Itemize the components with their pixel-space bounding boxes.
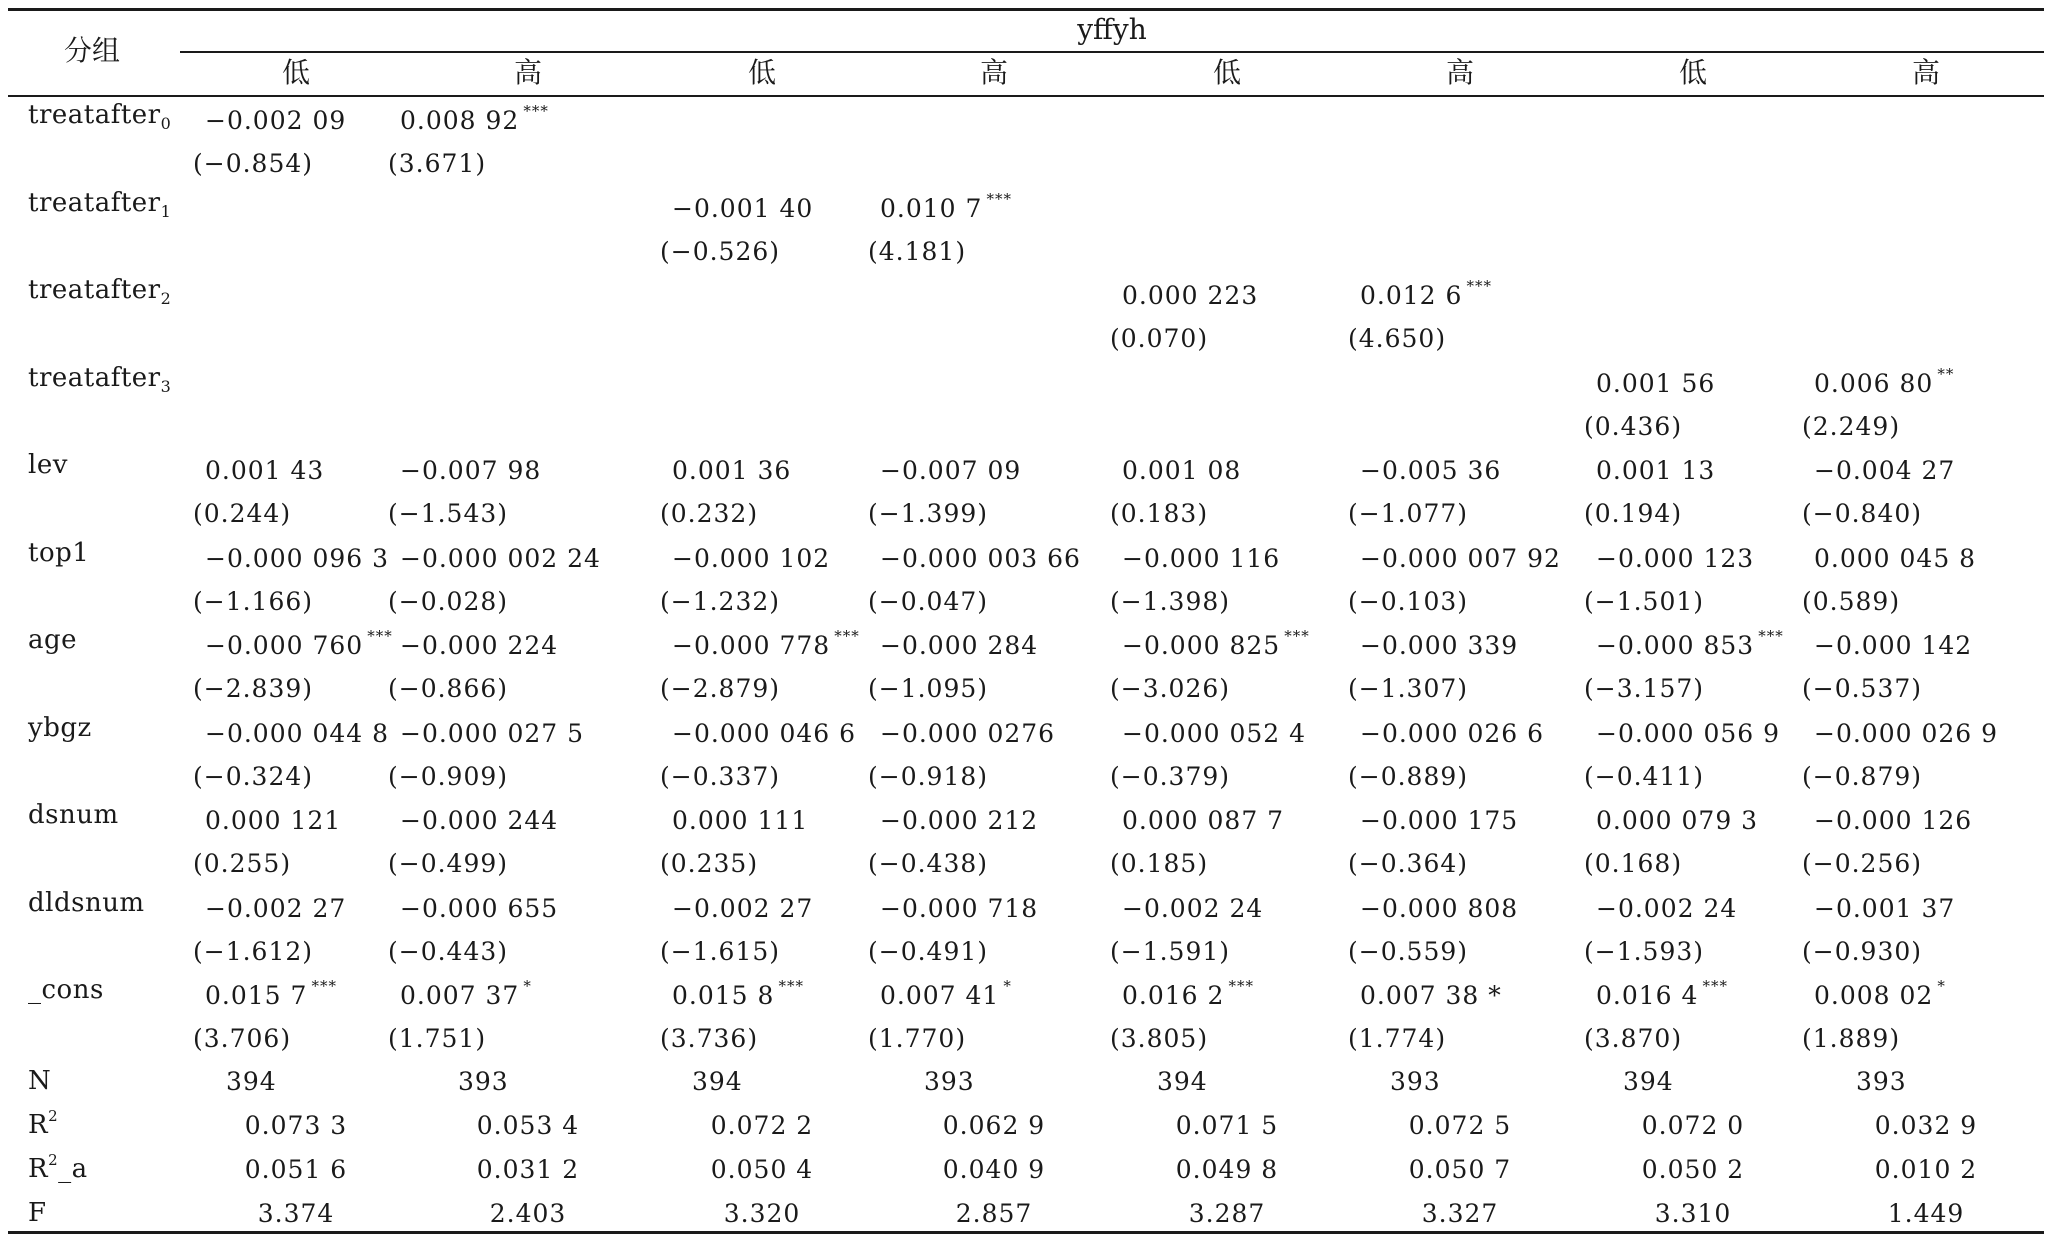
t-statistic: (3.671)	[388, 149, 487, 178]
coefficient-value: 0.007 37	[400, 981, 520, 1010]
significance-stars: ***	[834, 627, 860, 645]
coefficient-cell	[205, 627, 393, 660]
coefficient-cell	[672, 977, 804, 1010]
row-label-text: F	[28, 1198, 47, 1228]
coefficient-cell	[672, 543, 831, 573]
row-label	[28, 452, 68, 478]
coefficient-cell	[1596, 458, 1715, 483]
coefficient-value: 0.000 087 7	[1122, 806, 1285, 835]
coefficient-cell	[205, 718, 390, 748]
row-label-subscript: 2	[160, 289, 172, 308]
t-statistic: (−3.026)	[1110, 674, 1231, 703]
coefficient-cell	[1814, 718, 1999, 748]
coefficient-cell	[1360, 458, 1501, 483]
stat-value: 393	[1390, 1067, 1441, 1096]
coefficient-value: −0.000 116	[1122, 543, 1281, 573]
coefficient-cell	[880, 633, 1038, 658]
stat-value: 0.050 7	[1408, 1155, 1512, 1184]
row-label-subscript: 3	[160, 376, 172, 396]
coefficient-value: −0.001 37	[1814, 893, 1956, 923]
t-statistic: (−0.879)	[1802, 761, 1923, 791]
significance-stars: *	[1937, 977, 1946, 995]
coefficient-value: −0.000 027 5	[400, 718, 585, 748]
coefficient-value: −0.007 98	[400, 456, 542, 485]
row-label	[28, 627, 77, 653]
t-statistic: (−3.157)	[1584, 674, 1705, 703]
coefficient-value: −0.002 27	[672, 893, 814, 923]
t-statistic: (1.774)	[1348, 1024, 1447, 1053]
significance-stars: ***	[1702, 977, 1728, 995]
row-label-subscript: 0	[160, 114, 172, 133]
t-statistic: (−0.918)	[868, 761, 989, 791]
row-label-subscript: 1	[160, 201, 172, 221]
stat-value: 0.032 9	[1874, 1111, 1978, 1140]
coefficient-value: 0.007 41	[880, 981, 1000, 1010]
coefficient-value: 0.000 045 8	[1814, 543, 1977, 573]
t-statistic: (−0.103)	[1348, 586, 1469, 616]
row-label	[28, 1200, 47, 1226]
coefficient-cell	[400, 543, 601, 573]
t-statistic: (0.070)	[1110, 324, 1209, 353]
coefficient-cell	[1360, 808, 1518, 833]
coefficient-value: −0.000 026 6	[1360, 718, 1545, 748]
coefficient-cell	[1122, 718, 1307, 748]
coefficient-cell	[880, 977, 1012, 1010]
significance-stars: *	[523, 977, 532, 995]
row-label-text: _cons	[28, 975, 104, 1005]
row-label-text: R	[28, 1110, 49, 1140]
stat-value: 394	[226, 1067, 277, 1096]
coefficient-cell	[400, 808, 558, 833]
coefficient-value: −0.000 825	[1122, 631, 1281, 660]
stat-value: 0.053 4	[476, 1111, 580, 1140]
stat-value: 0.062 9	[942, 1111, 1046, 1140]
t-statistic: (0.589)	[1802, 586, 1901, 616]
coefficient-value: −0.000 046 6	[672, 718, 857, 748]
stat-value: 394	[692, 1067, 743, 1096]
coefficient-value: −0.002 09	[205, 106, 347, 135]
t-statistic: (2.249)	[1802, 411, 1901, 441]
row-label-text: R	[28, 1154, 49, 1184]
t-statistic: (−0.324)	[193, 761, 314, 791]
subgroup-header-high: 高	[1911, 56, 1941, 89]
stat-value: 393	[458, 1067, 509, 1096]
t-statistic: (−1.591)	[1110, 936, 1231, 966]
significance-stars: **	[1937, 364, 1955, 383]
stat-value: 0.031 2	[476, 1155, 580, 1184]
coefficient-cell	[672, 808, 808, 833]
top-rule	[8, 8, 2044, 11]
stat-value: 3.374	[257, 1199, 335, 1228]
coefficient-cell	[1360, 983, 1502, 1008]
coefficient-value: −0.000 123	[1596, 543, 1755, 573]
coefficient-value: −0.000 655	[400, 893, 559, 923]
row-label-text: top1	[28, 537, 90, 568]
coefficient-cell	[400, 977, 532, 1010]
row-label-text: treatafter	[28, 187, 161, 218]
coefficient-cell	[205, 808, 341, 833]
significance-stars: ***	[367, 627, 393, 645]
row-label-text: dsnum	[28, 800, 119, 830]
coefficient-value: −0.000 056 9	[1596, 718, 1781, 748]
row-label-text: treatafter	[28, 100, 161, 130]
t-statistic: (3.736)	[660, 1024, 759, 1053]
coefficient-cell	[672, 458, 791, 483]
t-statistic: (−0.028)	[388, 586, 509, 616]
stat-value: 393	[924, 1067, 975, 1096]
coefficient-value: 0.000 121	[205, 806, 342, 835]
stat-value: 3.287	[1188, 1199, 1266, 1228]
subgroup-header-low: 低	[1212, 56, 1242, 89]
coefficient-value: −0.000 808	[1360, 893, 1519, 923]
subgroup-header-low: 低	[281, 56, 311, 89]
t-statistic: (−0.854)	[193, 149, 314, 178]
row-label	[28, 977, 104, 1003]
t-statistic: (−1.232)	[660, 586, 781, 616]
stat-value: 0.050 4	[710, 1155, 814, 1184]
t-statistic: (−0.909)	[388, 761, 509, 791]
t-statistic: (−0.526)	[660, 236, 781, 266]
t-statistic: (−0.047)	[868, 586, 989, 616]
t-statistic: (−1.307)	[1348, 674, 1469, 703]
t-statistic: (3.805)	[1110, 1024, 1209, 1053]
coefficient-cell	[1814, 893, 1956, 923]
coefficient-value: −0.000 026 9	[1814, 718, 1999, 748]
coefficient-cell	[205, 977, 337, 1010]
t-statistic: (−1.612)	[193, 936, 314, 966]
significance-stars: ***	[1228, 977, 1254, 995]
row-label	[28, 537, 90, 568]
t-statistic: (−0.443)	[388, 936, 509, 966]
t-statistic: (−1.077)	[1348, 499, 1469, 528]
subgroup-header-high: 高	[1445, 56, 1475, 89]
stat-value: 1.449	[1887, 1199, 1965, 1228]
t-statistic: (−0.840)	[1802, 499, 1923, 528]
stat-value: 393	[1856, 1067, 1907, 1096]
stat-value: 0.051 6	[244, 1155, 348, 1184]
coefficient-cell	[672, 627, 860, 660]
significance-stars: *	[1003, 977, 1012, 995]
row-label	[28, 1107, 59, 1140]
coefficient-value: 0.000 079 3	[1596, 806, 1759, 835]
row-label	[28, 362, 172, 396]
coefficient-value: −0.000 044 8	[205, 718, 390, 748]
t-statistic: (−1.543)	[388, 499, 509, 528]
coefficient-cell	[1360, 893, 1519, 923]
coefficient-value: −0.000 212	[880, 806, 1039, 835]
t-statistic: (−0.438)	[868, 849, 989, 878]
coefficient-value: −0.000 003 66	[880, 543, 1081, 573]
coefficient-cell	[672, 718, 857, 748]
coefficient-cell	[1360, 277, 1492, 310]
coefficient-cell	[400, 633, 558, 658]
t-statistic: (0.194)	[1584, 499, 1683, 528]
t-statistic: (3.870)	[1584, 1024, 1683, 1053]
coefficient-value: −0.000 778	[672, 631, 831, 660]
coefficient-value: −0.007 09	[880, 456, 1022, 485]
significance-stars: ***	[523, 102, 549, 120]
coefficient-value: 0.007 38 *	[1360, 981, 1502, 1010]
coefficient-cell	[1122, 893, 1264, 923]
subgroup-header-low: 低	[747, 56, 777, 89]
coefficient-value: 0.001 13	[1596, 456, 1716, 485]
coefficient-cell	[880, 189, 1012, 223]
coefficient-value: −0.000 052 4	[1122, 718, 1307, 748]
coefficient-value: −0.000 244	[400, 806, 559, 835]
coefficient-cell	[400, 718, 585, 748]
t-statistic: (0.168)	[1584, 849, 1683, 878]
coefficient-cell	[1360, 718, 1545, 748]
stat-value: 2.403	[489, 1199, 567, 1228]
row-label	[28, 1068, 51, 1094]
coefficient-value: −0.004 27	[1814, 456, 1956, 485]
coefficient-cell	[1122, 627, 1310, 660]
stat-value: 0.010 2	[1874, 1155, 1978, 1184]
row-label-suffix: _a	[58, 1154, 88, 1184]
t-statistic: (−0.930)	[1802, 936, 1923, 966]
row-label	[28, 187, 172, 221]
t-statistic: (−1.095)	[868, 674, 989, 703]
t-statistic: (−0.256)	[1802, 849, 1923, 878]
coefficient-cell	[400, 458, 541, 483]
t-statistic: (−0.889)	[1348, 761, 1469, 791]
t-statistic: (0.232)	[660, 499, 759, 528]
coefficient-value: 0.015 8	[672, 981, 775, 1010]
coefficient-cell	[672, 193, 814, 223]
coefficient-value: 0.010 7	[880, 193, 983, 223]
t-statistic: (0.235)	[660, 849, 759, 878]
stat-value: 3.320	[723, 1199, 801, 1228]
t-statistic: (−1.399)	[868, 499, 989, 528]
coefficient-value: 0.012 6	[1360, 281, 1463, 310]
t-statistic: (−0.537)	[1802, 674, 1923, 703]
coefficient-value: −0.000 0276	[880, 718, 1056, 748]
coefficient-cell	[672, 893, 814, 923]
row-label-text: age	[28, 625, 78, 655]
significance-stars: ***	[1758, 627, 1784, 645]
coefficient-cell	[1814, 364, 1955, 398]
stat-value: 0.071 5	[1175, 1111, 1279, 1140]
coefficient-cell	[880, 893, 1039, 923]
t-statistic: (−0.499)	[388, 849, 509, 878]
dependent-variable-header: yffyh	[1077, 13, 1147, 46]
coefficient-cell	[205, 893, 347, 923]
row-label	[28, 887, 145, 918]
coefficient-cell	[1596, 808, 1758, 833]
coefficient-value: −0.000 175	[1360, 806, 1519, 835]
stat-value: 0.072 2	[710, 1111, 814, 1140]
coefficient-cell	[1360, 543, 1561, 573]
t-statistic: (−2.839)	[193, 674, 314, 703]
stat-value: 2.857	[955, 1199, 1033, 1228]
stat-value: 0.050 2	[1641, 1155, 1745, 1184]
row-label	[28, 1151, 88, 1184]
coefficient-value: −0.000 002 24	[400, 543, 601, 573]
row-label-text: N	[28, 1066, 52, 1096]
coefficient-value: −0.002 24	[1122, 893, 1264, 923]
coefficient-value: −0.000 284	[880, 631, 1039, 660]
coefficient-cell	[205, 458, 324, 483]
coefficient-cell	[1596, 368, 1716, 398]
coefficient-cell	[1122, 543, 1281, 573]
t-statistic: (0.185)	[1110, 849, 1209, 878]
bottom-rule	[8, 1231, 2044, 1234]
coefficient-value: −0.002 24	[1596, 893, 1738, 923]
coefficient-value: 0.000 111	[672, 806, 809, 835]
t-statistic: (−0.866)	[388, 674, 509, 703]
coefficient-value: −0.000 096 3	[205, 543, 390, 573]
stat-value: 3.310	[1654, 1199, 1732, 1228]
coefficient-value: −0.000 126	[1814, 806, 1973, 835]
coefficient-value: −0.000 102	[672, 543, 831, 573]
group-header: 分组	[64, 34, 121, 67]
stat-value: 0.049 8	[1175, 1155, 1279, 1184]
t-statistic: (0.244)	[193, 499, 292, 528]
t-statistic: (4.650)	[1348, 324, 1447, 353]
t-statistic: (1.889)	[1802, 1024, 1901, 1053]
coefficient-cell	[1814, 458, 1955, 483]
coefficient-cell	[880, 718, 1056, 748]
row-label	[28, 275, 172, 308]
coefficient-cell	[205, 543, 390, 573]
coefficient-value: −0.000 853	[1596, 631, 1755, 660]
t-statistic: (0.436)	[1584, 411, 1683, 441]
coefficient-cell	[880, 458, 1021, 483]
t-statistic: (−0.364)	[1348, 849, 1469, 878]
coefficient-value: 0.000 223	[1122, 281, 1259, 310]
header-bottom-rule	[8, 95, 2044, 97]
t-statistic: (−1.615)	[660, 936, 781, 966]
coefficient-value: 0.006 80	[1814, 368, 1934, 398]
coefficient-value: −0.000 718	[880, 893, 1039, 923]
coefficient-value: −0.000 224	[400, 631, 559, 660]
coefficient-cell	[205, 108, 346, 133]
row-label-superscript: 2	[48, 1107, 59, 1125]
coefficient-value: −0.001 40	[672, 193, 814, 223]
row-label-text: treatafter	[28, 275, 161, 305]
significance-stars: ***	[311, 977, 337, 995]
subgroup-header-high: 高	[979, 56, 1009, 89]
stat-value: 0.072 5	[1408, 1111, 1512, 1140]
coefficient-cell	[1814, 543, 1977, 573]
row-label	[28, 802, 119, 828]
t-statistic: (−0.559)	[1348, 936, 1469, 966]
t-statistic: (−0.379)	[1110, 761, 1231, 791]
coefficient-value: 0.008 02	[1814, 981, 1934, 1010]
coefficient-cell	[1596, 627, 1784, 660]
stat-value: 0.072 0	[1641, 1111, 1745, 1140]
row-label-text: dldsnum	[28, 887, 145, 918]
t-statistic: (3.706)	[193, 1024, 292, 1053]
coefficient-cell	[400, 102, 549, 135]
coefficient-cell	[1814, 977, 1946, 1010]
coefficient-cell	[1122, 458, 1241, 483]
t-statistic: (−1.166)	[193, 586, 314, 616]
coefficient-value: 0.008 92	[400, 106, 520, 135]
coefficient-cell	[1814, 808, 1972, 833]
t-statistic: (−1.398)	[1110, 586, 1231, 616]
t-statistic: (1.770)	[868, 1024, 967, 1053]
coefficient-value: −0.005 36	[1360, 456, 1502, 485]
significance-stars: ***	[778, 977, 804, 995]
t-statistic: (−0.411)	[1584, 761, 1705, 791]
header-sub-rule	[180, 51, 2044, 53]
significance-stars: ***	[986, 189, 1012, 208]
coefficient-value: 0.016 4	[1596, 981, 1699, 1010]
coefficient-value: 0.001 36	[672, 456, 792, 485]
stat-value: 394	[1623, 1067, 1674, 1096]
t-statistic: (−1.593)	[1584, 936, 1705, 966]
coefficient-value: 0.015 7	[205, 981, 308, 1010]
coefficient-cell	[1596, 543, 1755, 573]
t-statistic: (−2.879)	[660, 674, 781, 703]
coefficient-cell	[1122, 808, 1284, 833]
row-label-text: treatafter	[28, 362, 161, 393]
t-statistic: (0.183)	[1110, 499, 1209, 528]
t-statistic: (4.181)	[868, 236, 967, 266]
coefficient-value: 0.001 56	[1596, 368, 1716, 398]
row-label	[28, 712, 92, 743]
stat-value: 3.327	[1421, 1199, 1499, 1228]
row-label-text: lev	[28, 450, 68, 480]
stat-value: 0.073 3	[244, 1111, 348, 1140]
t-statistic: (−0.491)	[868, 936, 989, 966]
stat-value: 0.040 9	[942, 1155, 1046, 1184]
coefficient-cell	[1360, 633, 1518, 658]
t-statistic: (−0.337)	[660, 761, 781, 791]
row-label-text: ybgz	[28, 712, 92, 743]
coefficient-cell	[1596, 718, 1781, 748]
coefficient-value: −0.000 339	[1360, 631, 1519, 660]
coefficient-cell	[400, 893, 559, 923]
coefficient-cell	[880, 808, 1038, 833]
coefficient-value: −0.000 760	[205, 631, 364, 660]
coefficient-value: 0.016 2	[1122, 981, 1225, 1010]
subgroup-header-high: 高	[513, 56, 543, 89]
significance-stars: ***	[1466, 277, 1492, 295]
coefficient-cell	[880, 543, 1081, 573]
t-statistic: (−1.501)	[1584, 586, 1705, 616]
coefficient-value: −0.002 27	[205, 893, 347, 923]
coefficient-cell	[1122, 977, 1254, 1010]
t-statistic: (0.255)	[193, 849, 292, 878]
t-statistic: (1.751)	[388, 1024, 487, 1053]
coefficient-value: 0.001 08	[1122, 456, 1242, 485]
row-label	[28, 100, 172, 133]
significance-stars: ***	[1284, 627, 1310, 645]
row-label-superscript: 2	[48, 1151, 59, 1169]
coefficient-cell	[1596, 893, 1738, 923]
coefficient-value: 0.001 43	[205, 456, 325, 485]
coefficient-cell	[1122, 283, 1258, 308]
stat-value: 394	[1157, 1067, 1208, 1096]
subgroup-header-low: 低	[1678, 56, 1708, 89]
coefficient-value: −0.000 007 92	[1360, 543, 1561, 573]
coefficient-value: −0.000 142	[1814, 631, 1973, 660]
coefficient-cell	[1814, 633, 1972, 658]
coefficient-cell	[1596, 977, 1728, 1010]
